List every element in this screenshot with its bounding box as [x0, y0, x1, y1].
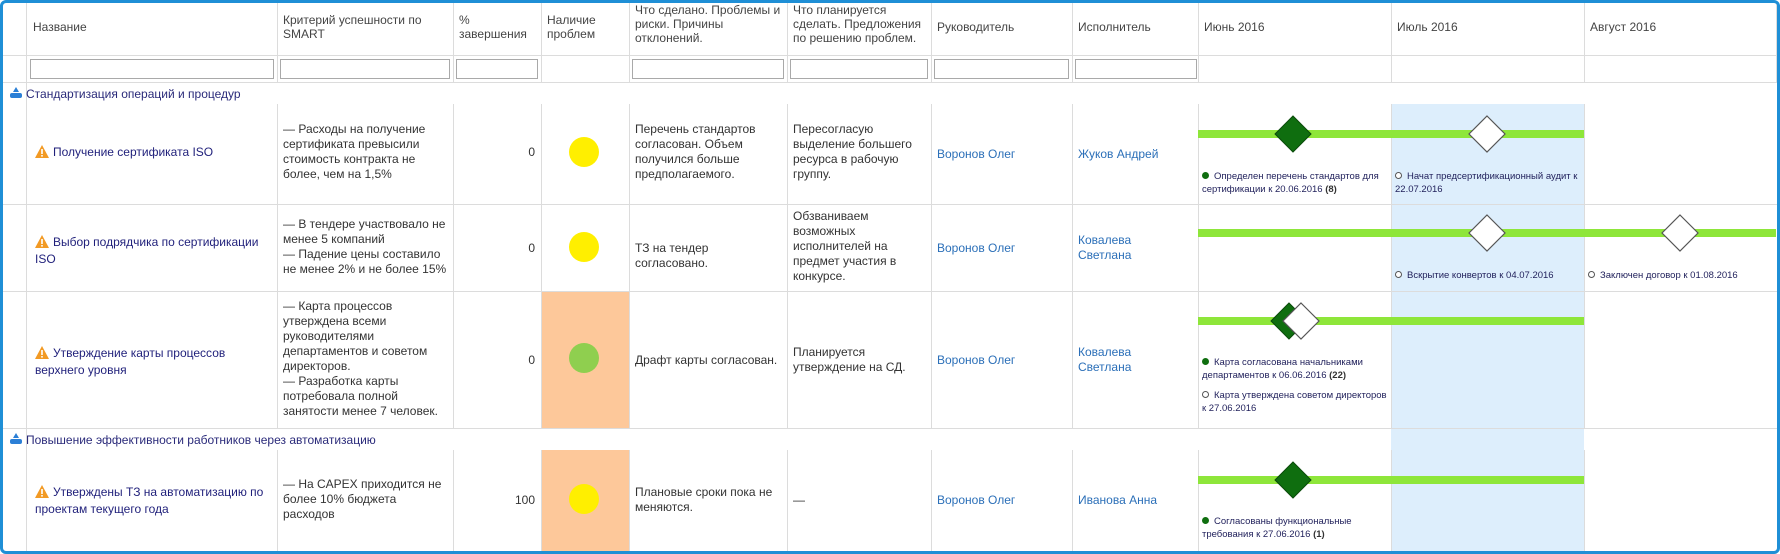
group-row[interactable]: [3, 429, 1780, 451]
task-criteria: — В тендере участвовало не менее 5 компаний — Падение цены составило не менее 2% и не более 15%: [283, 217, 447, 276]
task-percent: 0: [528, 145, 535, 159]
group-icon: [9, 84, 23, 106]
grid-line: [453, 104, 454, 429]
grid-line: [629, 104, 630, 429]
grid-line: [629, 3, 630, 83]
milestone-note: Вскрытие конвертов к 04.07.2016: [1395, 269, 1581, 282]
task-percent: 100: [514, 493, 535, 507]
milestone-note: Карта согласована начальниками департаментов к 06.06.2016 (22): [1202, 357, 1363, 381]
grid-line: [1391, 104, 1392, 429]
warning-icon: [35, 346, 49, 363]
grid-line: [1584, 104, 1585, 429]
column-header-criteria[interactable]: Критерий успешности по SMART: [283, 13, 422, 41]
grid-line: [453, 450, 454, 554]
status-indicator-yellow: [569, 232, 599, 262]
milestone-done-icon[interactable]: [1273, 460, 1313, 500]
task-planned: Пересогласую выделение большего ресурса в рабочую группу.: [793, 122, 912, 181]
column-header-executor[interactable]: Исполнитель: [1078, 20, 1151, 34]
filter-input-percent[interactable]: [456, 59, 538, 79]
filter-input-planned[interactable]: [790, 59, 928, 79]
grid-line: [3, 204, 1780, 205]
group-label: Стандартизация операций и процедур: [26, 87, 241, 101]
task-percent: 0: [528, 241, 535, 255]
grid-line: [1072, 104, 1073, 429]
gantt-bar: [1198, 317, 1584, 325]
grid-line: [541, 450, 542, 554]
executor-link[interactable]: Ковалева Светлана: [1078, 345, 1132, 374]
column-header-name[interactable]: Название: [33, 20, 87, 34]
grid-line: [1584, 3, 1585, 83]
grid-line: [541, 104, 542, 429]
warning-icon: [35, 145, 49, 162]
grid-line: [1072, 450, 1073, 554]
warning-icon: [35, 485, 49, 502]
grid-line: [931, 3, 932, 83]
grid-line: [629, 450, 630, 554]
grid-line: [277, 104, 278, 429]
grid-line: [1198, 450, 1199, 554]
task-planned: Обзваниваем возможных исполнителей на предмет участия в конкурсе.: [793, 209, 897, 283]
milestone-open-icon[interactable]: [1281, 301, 1321, 341]
milestone-open-icon[interactable]: [1467, 213, 1507, 253]
group-label: Повышение эффективности работников через автоматизацию: [26, 433, 376, 447]
grid-line: [931, 104, 932, 429]
manager-link[interactable]: Воронов Олег: [937, 241, 1016, 255]
status-indicator-green: [569, 343, 599, 373]
task-percent: 0: [528, 353, 535, 367]
executor-link[interactable]: Ковалева Светлана: [1078, 233, 1132, 262]
grid-line: [787, 3, 788, 83]
column-header-manager[interactable]: Руководитель: [937, 20, 1015, 34]
grid-line: [3, 55, 1780, 56]
group-icon: [9, 430, 23, 452]
grid-line: [1391, 3, 1392, 83]
executor-link[interactable]: Иванова Анна: [1078, 493, 1158, 507]
grid-line: [1391, 450, 1392, 554]
milestone-open-icon[interactable]: [1660, 213, 1700, 253]
manager-link[interactable]: Воронов Олег: [937, 353, 1016, 367]
warning-icon: [35, 235, 49, 252]
task-criteria: — На CAPEX приходится не более 10% бюджета расходов: [283, 477, 442, 521]
column-header-month-june: Июнь 2016: [1204, 20, 1265, 34]
milestone-note: Начат предсертификационный аудит к 22.07.2016: [1395, 171, 1578, 195]
task-done: Драфт карты согласован.: [635, 353, 778, 367]
milestone-note: Согласованы функциональные требования к 27.06.2016 (1): [1202, 516, 1352, 540]
manager-link[interactable]: Воронов Олег: [937, 493, 1016, 507]
milestone-note: Определен перечень стандартов для сертификации к 20.06.2016 (8): [1202, 171, 1379, 195]
column-header-month-july: Июль 2016: [1397, 20, 1458, 34]
task-name[interactable]: Утверждение карты процессов верхнего уровня: [35, 346, 226, 377]
grid-line: [787, 104, 788, 429]
milestone-open-icon[interactable]: [1467, 114, 1507, 154]
grid-line: [277, 3, 278, 83]
task-planned: —: [793, 493, 805, 507]
grid-line: [1198, 3, 1199, 83]
gantt-bar: [1198, 476, 1584, 484]
status-indicator-yellow: [569, 484, 599, 514]
milestone-done-icon[interactable]: [1273, 114, 1313, 154]
grid-line: [1198, 104, 1199, 429]
filter-input-name[interactable]: [30, 59, 274, 79]
grid-line: [453, 3, 454, 83]
filter-input-criteria[interactable]: [280, 59, 450, 79]
grid-line: [3, 291, 1780, 292]
task-planned: Планируется утверждение на СД.: [793, 345, 906, 374]
grid-line: [541, 3, 542, 83]
milestone-note: Карта утверждена советом директоров к 27.06.2016: [1202, 390, 1387, 414]
group-row[interactable]: [3, 83, 1780, 105]
executor-link[interactable]: Жуков Андрей: [1078, 147, 1159, 161]
filter-input-manager[interactable]: [934, 59, 1069, 79]
task-done: Перечень стандартов согласован. Объем получился больше предполагаемого.: [635, 122, 756, 181]
column-header-problems[interactable]: Наличие проблем: [547, 13, 596, 41]
grid-line: [277, 450, 278, 554]
milestone-note: Заключен договор к 01.08.2016: [1588, 269, 1774, 282]
status-indicator-yellow: [569, 137, 599, 167]
task-criteria: — Расходы на получение сертификата превысили стоимость контракта не более, чем на 1,5%: [283, 122, 426, 181]
manager-link[interactable]: Воронов Олег: [937, 147, 1016, 161]
column-header-month-august: Август 2016: [1590, 20, 1657, 34]
grid-line: [787, 450, 788, 554]
grid-line: [1776, 3, 1777, 83]
column-header-done[interactable]: Что сделано. Проблемы и риски. Причины отклонений.: [635, 3, 781, 45]
gantt-bar: [1198, 130, 1584, 138]
task-criteria: — Карта процессов утверждена всеми руководителями департаментов и советом директоров. — Разработка карты потребовала полной занятости менее 7 человек.: [283, 299, 438, 418]
column-header-percent[interactable]: % завершения: [459, 13, 527, 41]
task-name[interactable]: Утверждены ТЗ на автоматизацию по проектам текущего года: [35, 485, 264, 516]
filter-input-done[interactable]: [632, 59, 784, 79]
task-done: ТЗ на тендер согласовано.: [635, 241, 709, 270]
grid-line: [1072, 3, 1073, 83]
task-name[interactable]: Выбор подрядчика по сертификации ISO: [35, 235, 259, 266]
filter-input-executor[interactable]: [1075, 59, 1197, 79]
task-name[interactable]: Получение сертификата ISO: [35, 145, 271, 162]
grid-line: [1584, 450, 1585, 554]
grid-line: [931, 450, 932, 554]
task-done: Плановые сроки пока не меняются.: [635, 485, 773, 514]
column-header-planned[interactable]: Что планируется сделать. Предложения по решению проблем.: [793, 3, 922, 45]
